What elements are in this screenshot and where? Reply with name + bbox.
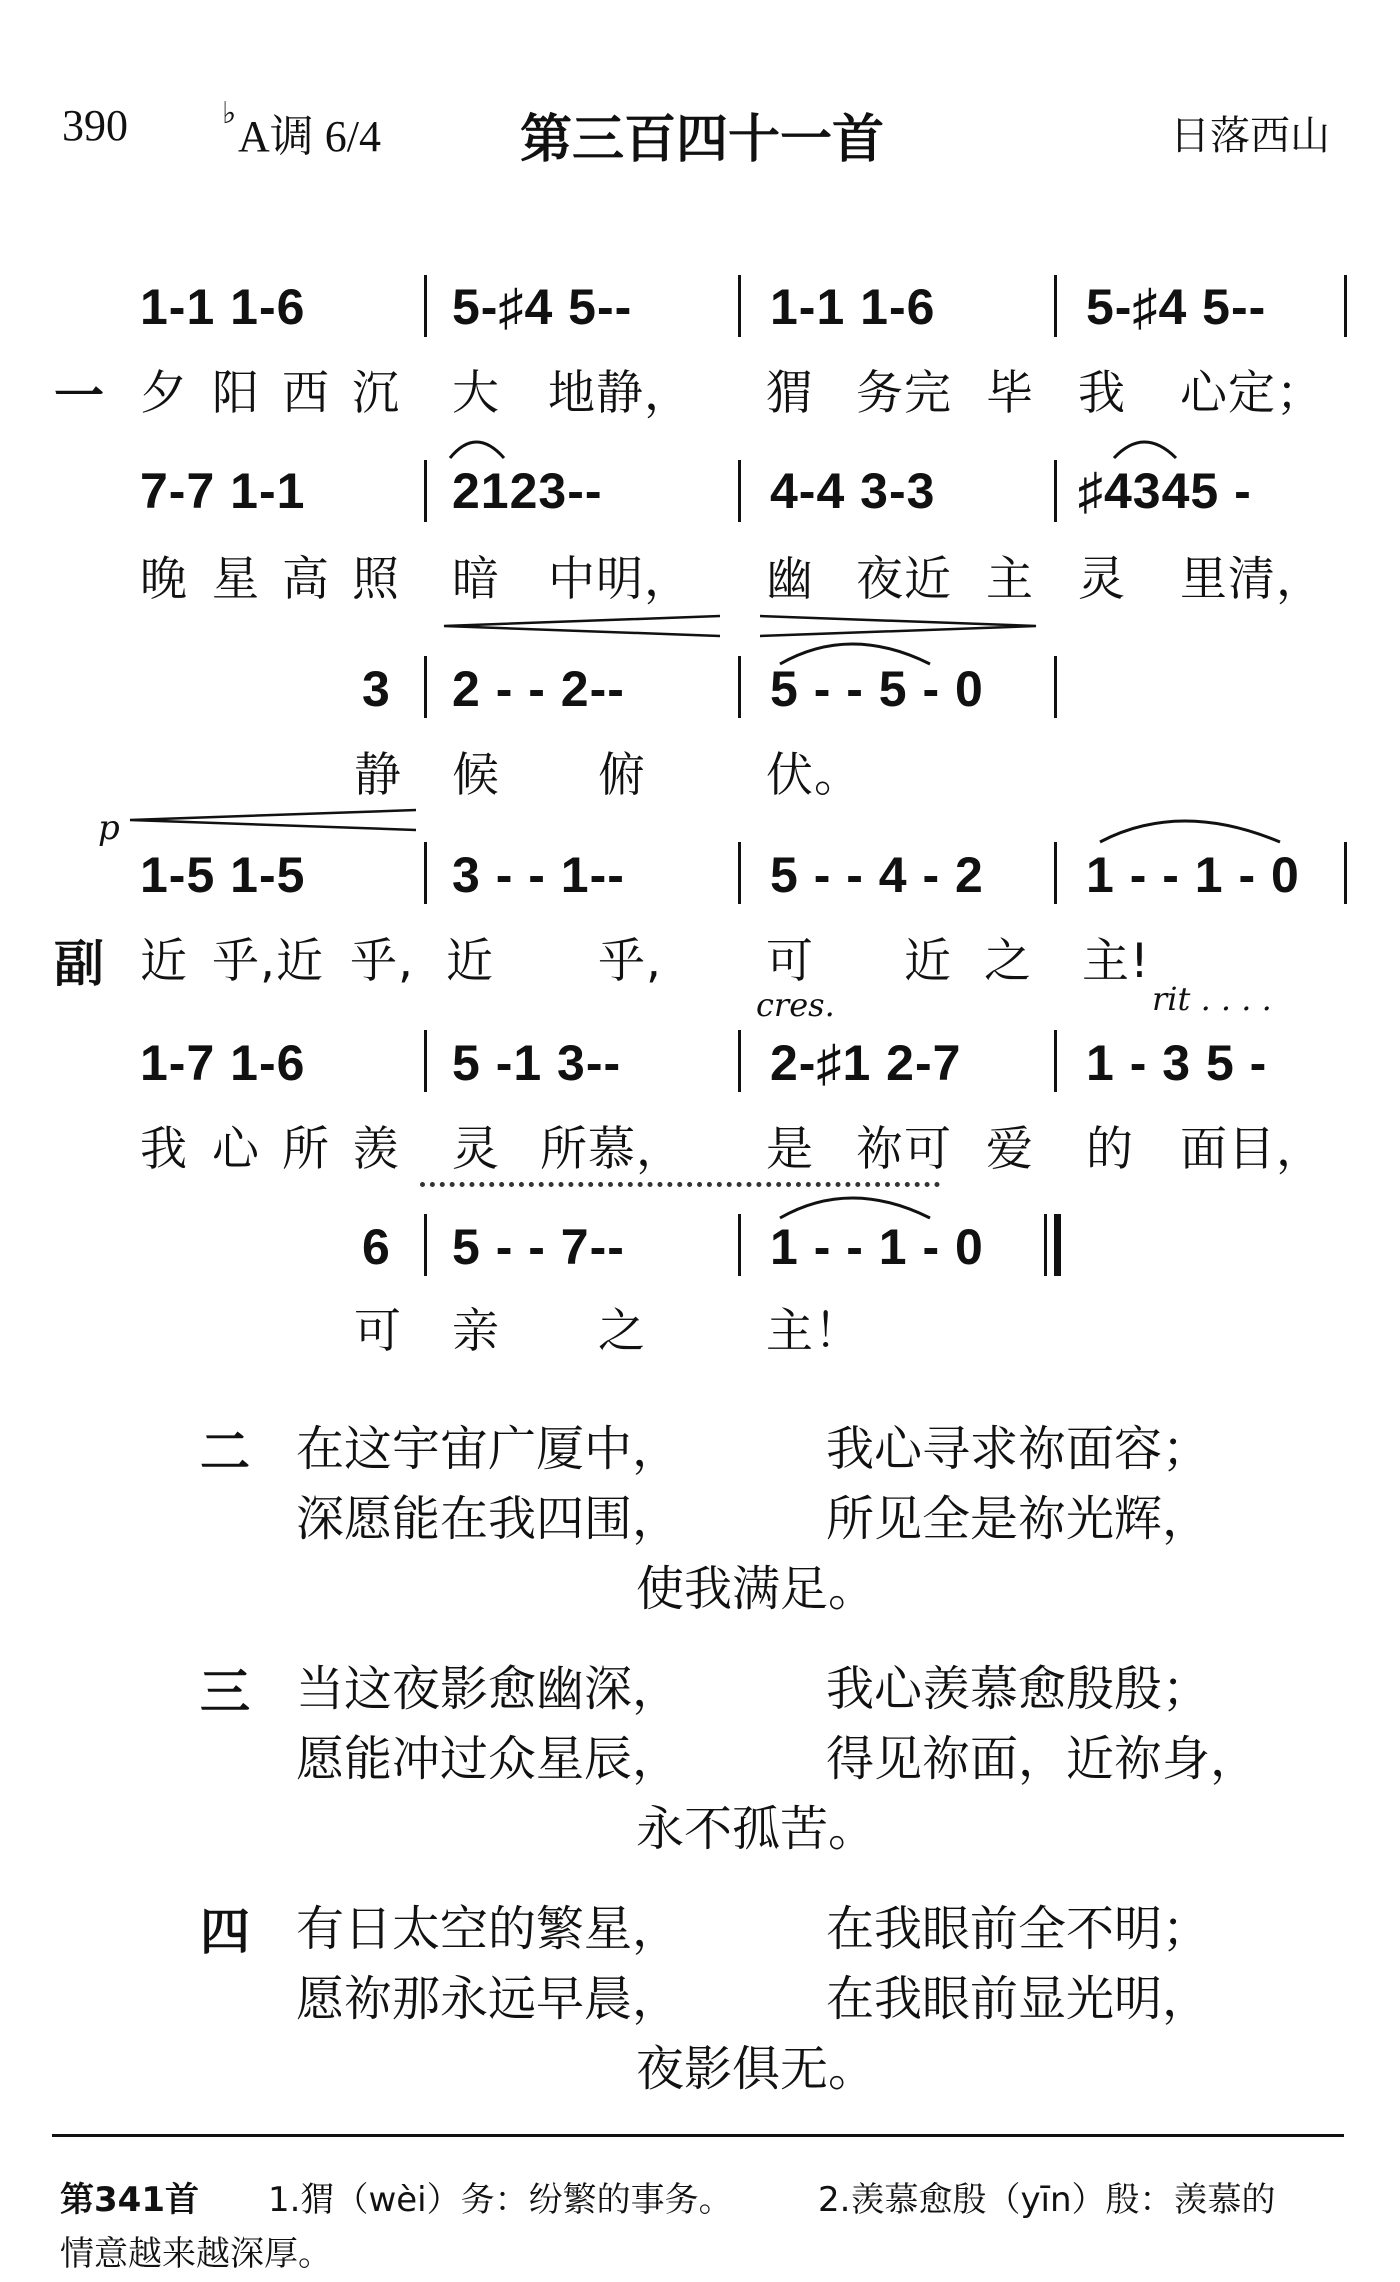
measure: 4-4 3-3 bbox=[770, 463, 936, 519]
barline bbox=[1054, 1030, 1057, 1092]
measure: 1-5 1-5 bbox=[140, 847, 306, 903]
lyric-syllable: 中明， bbox=[548, 552, 692, 607]
lyric-syllable: 我 bbox=[140, 1122, 188, 1177]
measure: 5-♯4 5-- bbox=[1086, 279, 1267, 335]
measure: ♯4345 - bbox=[1078, 463, 1252, 519]
barline bbox=[738, 1030, 741, 1092]
lyric-syllable: 沉 bbox=[352, 366, 400, 421]
lyric-syllable: 之 bbox=[984, 934, 1032, 989]
measure: 5 -1 3-- bbox=[452, 1035, 622, 1091]
measure: 7-7 1-1 bbox=[140, 463, 306, 519]
verse-line: 我心羡慕愈殷殷； bbox=[826, 1661, 1211, 1717]
lyric-syllable: 主! bbox=[1082, 934, 1150, 989]
measure: 1-1 1-6 bbox=[140, 279, 306, 335]
measure: 1 - - 1 - 0 bbox=[1086, 847, 1300, 903]
verse-number: 四 bbox=[200, 1903, 250, 1961]
measure: 5 - - 7-- bbox=[452, 1219, 625, 1275]
lyric-syllable: 猬 bbox=[766, 366, 814, 421]
cres-marking: cres. bbox=[756, 986, 835, 1024]
lyric-syllable: 可 bbox=[354, 1304, 402, 1359]
crescendo-hairpin bbox=[126, 806, 426, 836]
page-number: 390 bbox=[62, 101, 128, 150]
lyric-syllable: 心定； bbox=[1180, 366, 1324, 421]
verse-line: 永不孤苦。 bbox=[636, 1801, 877, 1857]
lyric-syllable: 晚 bbox=[140, 552, 188, 607]
measure: 1-1 1-6 bbox=[770, 279, 936, 335]
verse-line: 我心寻求祢面容； bbox=[826, 1421, 1211, 1477]
lyric-syllable: 夜近 bbox=[856, 552, 952, 607]
lyric-syllable: 星 bbox=[212, 552, 260, 607]
barline bbox=[424, 275, 427, 337]
verse-line: 在我眼前全不明； bbox=[826, 1901, 1211, 1957]
barline bbox=[424, 460, 427, 522]
barline bbox=[738, 460, 741, 522]
dynamic-piano: p bbox=[98, 808, 120, 848]
lyric-syllable: 亲 bbox=[452, 1304, 500, 1359]
lyric-syllable: 夕 bbox=[140, 366, 188, 421]
verse-number: 二 bbox=[200, 1423, 250, 1481]
lyric-syllable: 所慕， bbox=[540, 1122, 684, 1177]
measure: 5 - - 5 - 0 bbox=[770, 661, 984, 717]
barline bbox=[1054, 842, 1057, 904]
lyric-syllable: 候 bbox=[452, 748, 500, 803]
lyric-syllable: 务完 bbox=[856, 366, 952, 421]
lyric-syllable: 近 bbox=[446, 934, 494, 989]
barline bbox=[1054, 460, 1057, 522]
lyric-syllable: 乎, bbox=[598, 934, 662, 989]
verse-line: 愿祢那永远早晨， bbox=[296, 1971, 681, 2027]
verse-line: 在我眼前显光明， bbox=[826, 1971, 1211, 2027]
verse-line: 在这宇宙广厦中， bbox=[296, 1421, 681, 1477]
lyric-syllable: 主！ bbox=[766, 1304, 862, 1359]
measure: 3 bbox=[362, 661, 391, 717]
lyric-syllable: 祢可 bbox=[856, 1122, 952, 1177]
verse-line: 愿能冲过众星辰， bbox=[296, 1731, 681, 1787]
lyric-syllable: 毕 bbox=[986, 366, 1034, 421]
rit-marking: rit . . . . bbox=[1152, 980, 1272, 1018]
lyric-syllable: 灵 bbox=[1078, 552, 1126, 607]
measure: 6 bbox=[362, 1219, 391, 1275]
verse-line: 使我满足。 bbox=[636, 1561, 877, 1617]
footnote-divider bbox=[52, 2134, 1344, 2137]
lyric-syllable: 爱 bbox=[986, 1122, 1034, 1177]
lyric-syllable: 伏。 bbox=[766, 748, 862, 803]
lyric-syllable: 灵 bbox=[452, 1122, 500, 1177]
measure: 1 - 3 5 - bbox=[1086, 1035, 1268, 1091]
verse-line: 深愿能在我四围， bbox=[296, 1491, 681, 1547]
barline bbox=[1344, 275, 1347, 337]
footnote-note: 情意越来越深厚。 bbox=[60, 2234, 332, 2274]
footnote-note: 2.羡慕愈殷（yīn）殷：羡慕的 bbox=[818, 2180, 1276, 2220]
measure: 2-♯1 2-7 bbox=[770, 1035, 962, 1091]
lyric-syllable: 静 bbox=[354, 748, 402, 803]
chorus-label: 副 bbox=[54, 935, 104, 993]
tune-name: 日落西山 bbox=[1170, 113, 1330, 159]
verse-number: 一 bbox=[54, 367, 104, 425]
barline bbox=[1344, 842, 1347, 904]
lyric-syllable: 阳 bbox=[212, 366, 260, 421]
final-barline-thick bbox=[1054, 1214, 1061, 1276]
flat-sign: ♭ bbox=[222, 96, 237, 131]
lyric-syllable: 可 bbox=[766, 934, 814, 989]
lyric-syllable: 近 bbox=[140, 934, 188, 989]
measure: 3 - - 1-- bbox=[452, 847, 625, 903]
lyric-syllable: 羡 bbox=[352, 1122, 400, 1177]
lyric-syllable: 西 bbox=[282, 366, 330, 421]
lyric-syllable: 乎,近 bbox=[212, 934, 324, 989]
lyric-syllable: 心 bbox=[212, 1122, 260, 1177]
footnote-label: 第341首 bbox=[60, 2180, 199, 2220]
verse-line: 当这夜影愈幽深， bbox=[296, 1661, 681, 1717]
verse-number: 三 bbox=[200, 1663, 250, 1721]
lyric-syllable: 我 bbox=[1078, 366, 1126, 421]
lyric-syllable: 大 bbox=[452, 366, 500, 421]
verse-line: 夜影俱无。 bbox=[636, 2041, 877, 2097]
hymn-title: 第三百四十一首 bbox=[520, 110, 885, 170]
lyric-syllable: 所 bbox=[282, 1122, 330, 1177]
lyric-syllable: 面目， bbox=[1180, 1122, 1324, 1177]
lyric-syllable: 俯 bbox=[598, 748, 646, 803]
measure: 5-♯4 5-- bbox=[452, 279, 633, 335]
measure: 1 - - 1 - 0 bbox=[770, 1219, 984, 1275]
verse-line: 所见全是祢光辉， bbox=[826, 1491, 1211, 1547]
lyric-syllable: 主 bbox=[986, 552, 1034, 607]
lyric-syllable: 幽 bbox=[766, 552, 814, 607]
measure: 2 - - 2-- bbox=[452, 661, 625, 717]
key-signature: A调 6/4 bbox=[238, 112, 381, 161]
tie-slur bbox=[1080, 806, 1340, 846]
barline bbox=[424, 1214, 427, 1276]
barline bbox=[738, 842, 741, 904]
footnote-note: 1.猬（wèi）务：纷繁的事务。 bbox=[268, 2180, 733, 2220]
barline bbox=[1054, 656, 1057, 718]
barline bbox=[738, 656, 741, 718]
lyric-syllable: 里清， bbox=[1180, 552, 1324, 607]
lyric-syllable: 的 bbox=[1086, 1122, 1134, 1177]
measure: 5 - - 4 - 2 bbox=[770, 847, 984, 903]
lyric-syllable: 地静， bbox=[548, 366, 692, 421]
measure: 1-7 1-6 bbox=[140, 1035, 306, 1091]
lyric-syllable: 暗 bbox=[452, 552, 500, 607]
verse-line: 有日太空的繁星， bbox=[296, 1901, 681, 1957]
barline bbox=[738, 1214, 741, 1276]
final-barline-thin bbox=[1044, 1214, 1047, 1276]
barline bbox=[424, 842, 427, 904]
lyric-syllable: 近 bbox=[904, 934, 952, 989]
lyric-syllable: 之 bbox=[598, 1304, 646, 1359]
lyric-syllable: 照 bbox=[352, 552, 400, 607]
lyric-syllable: 是 bbox=[766, 1122, 814, 1177]
lyric-syllable: 高 bbox=[282, 552, 330, 607]
barline bbox=[1054, 275, 1057, 337]
barline bbox=[738, 275, 741, 337]
barline bbox=[424, 656, 427, 718]
measure: 2123-- bbox=[452, 463, 603, 519]
verse-line: 得见祢面，近祢身， bbox=[826, 1731, 1259, 1787]
barline bbox=[424, 1030, 427, 1092]
lyric-syllable: 乎, bbox=[350, 934, 414, 989]
